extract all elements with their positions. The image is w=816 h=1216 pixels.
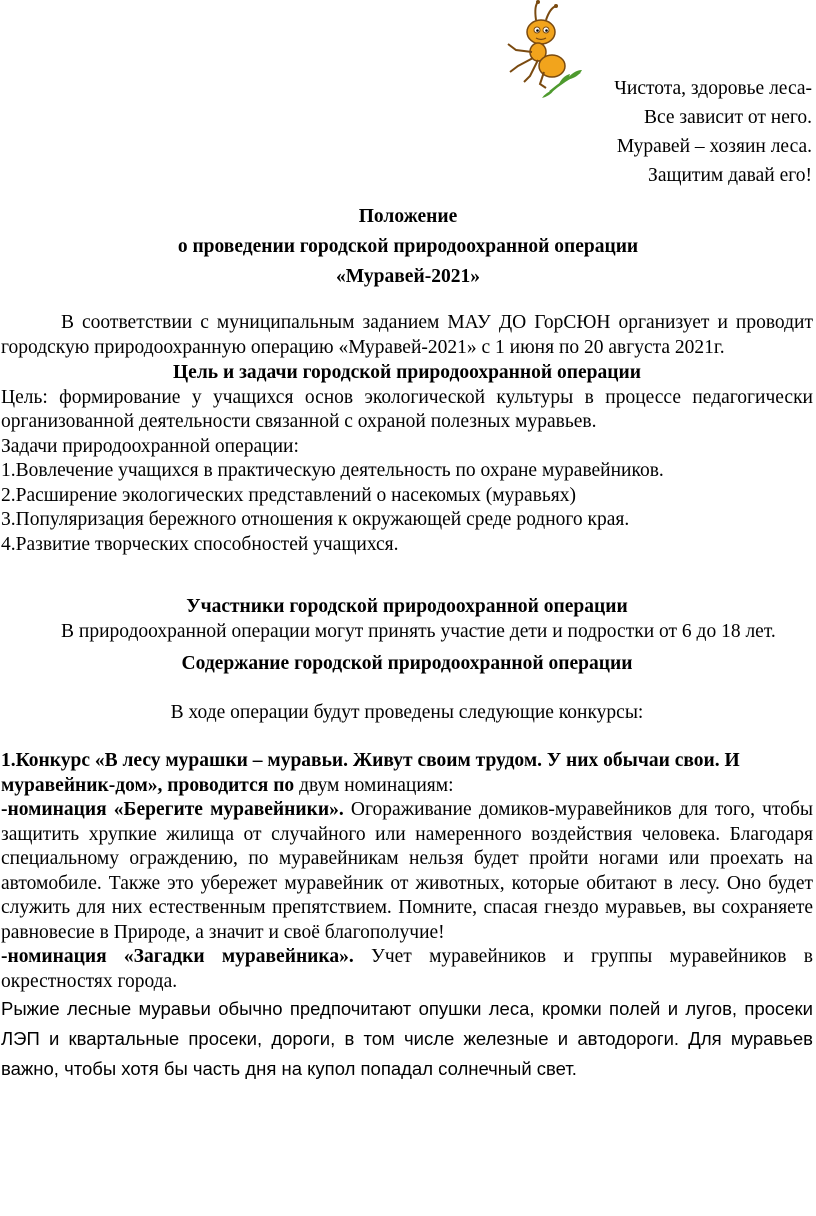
content-heading: Содержание городской природоохранной операции <box>181 653 633 674</box>
nomination-1 <box>1 798 813 945</box>
ant-illustration <box>494 0 586 100</box>
task-item: 3.Популяризация бережного отношения к окружающей среде родного края. <box>1 509 630 530</box>
document-title <box>0 202 816 292</box>
contest-nominations: двум номинациям: <box>294 774 454 796</box>
nomination-2-title: -номинация «Загадки муравейника». <box>1 946 354 967</box>
document-body <box>1 311 813 1084</box>
nomination-1-text: Огораживание домиков-муравейников для того, чтобы защитить хрупкие жилища от случайного или намеренного воздействия человека. Благодаря специальному ограждению, по муравейникам нельзя будет пройти ногами или проехать на автомобиле. Также это убережет муравейник от животных, которые обитают в лесу. Оно будет служить для них естественным препятствием. Помните, спасая гнездо муравьев, вы сохраняете равновесие в Природе, а значит и своё благополучие! <box>1 799 813 943</box>
poem-line: Муравей – хозяин леса. <box>616 136 812 157</box>
nomination-1-title: -номинация «Берегите муравейники». <box>1 799 344 820</box>
task-item: 2.Расширение экологических представлений о насекомых (муравьях) <box>1 484 577 506</box>
nomination-2-text: Учет муравейников и группы муравейников в окрестностях города. <box>1 946 813 992</box>
tasks-label: Задачи природоохранной операции: <box>1 435 299 457</box>
epigraph-poem <box>614 74 812 190</box>
ants-habitat-paragraph: Рыжие лесные муравьи обычно предпочитают опушки леса, кромки полей и лугов, просеки ЛЭП и квартальные просеки, дороги, в том числе железные и автодороги. Для муравьев важно, чтобы хотя бы часть дня на купол попадал солнечный свет. <box>1 998 813 1079</box>
poem-line: Защитим давай его! <box>648 165 812 186</box>
poem-line: Чистота, здоровье леса- <box>614 78 812 99</box>
title-line: «Муравей-2021» <box>336 266 480 287</box>
task-item: 4.Развитие творческих способностей учащихся. <box>1 533 399 555</box>
participants-heading: Участники городской природоохранной операции <box>186 596 628 617</box>
task-item: 1.Вовлечение учащихся в практическую деятельность по охране муравейников. <box>1 460 664 481</box>
contest-paragraph <box>1 749 813 798</box>
intro-paragraph: В соответствии с муниципальным заданием МАУ ДО ГорСЮН организует и проводит городскую природоохранную операцию «Муравей-2021» с 1 июня по 20 августа 2021г. <box>1 312 813 358</box>
goals-heading: Цель и задачи городской природоохранной операции <box>173 362 641 383</box>
nomination-2 <box>1 945 813 994</box>
contest-title: 1.Конкурс «В лесу мурашки – муравьи. Живут своим трудом. У них обычаи свои. И муравейник-дом», проводится по <box>1 750 740 796</box>
title-line: о проведении городской природоохранной операции <box>177 236 639 257</box>
content-intro: В ходе операции будут проведены следующие конкурсы: <box>170 701 644 723</box>
title-line: Положение <box>358 206 458 227</box>
participants-paragraph: В природоохранной операции могут принять участие дети и подростки от 6 до 18 лет. <box>61 620 776 642</box>
goal-paragraph: Цель: формирование у учащихся основ экологической культуры в процессе педагогически организованной деятельности связанной с охраной полезных муравьев. <box>1 386 813 432</box>
poem-line: Все зависит от него. <box>643 107 812 128</box>
